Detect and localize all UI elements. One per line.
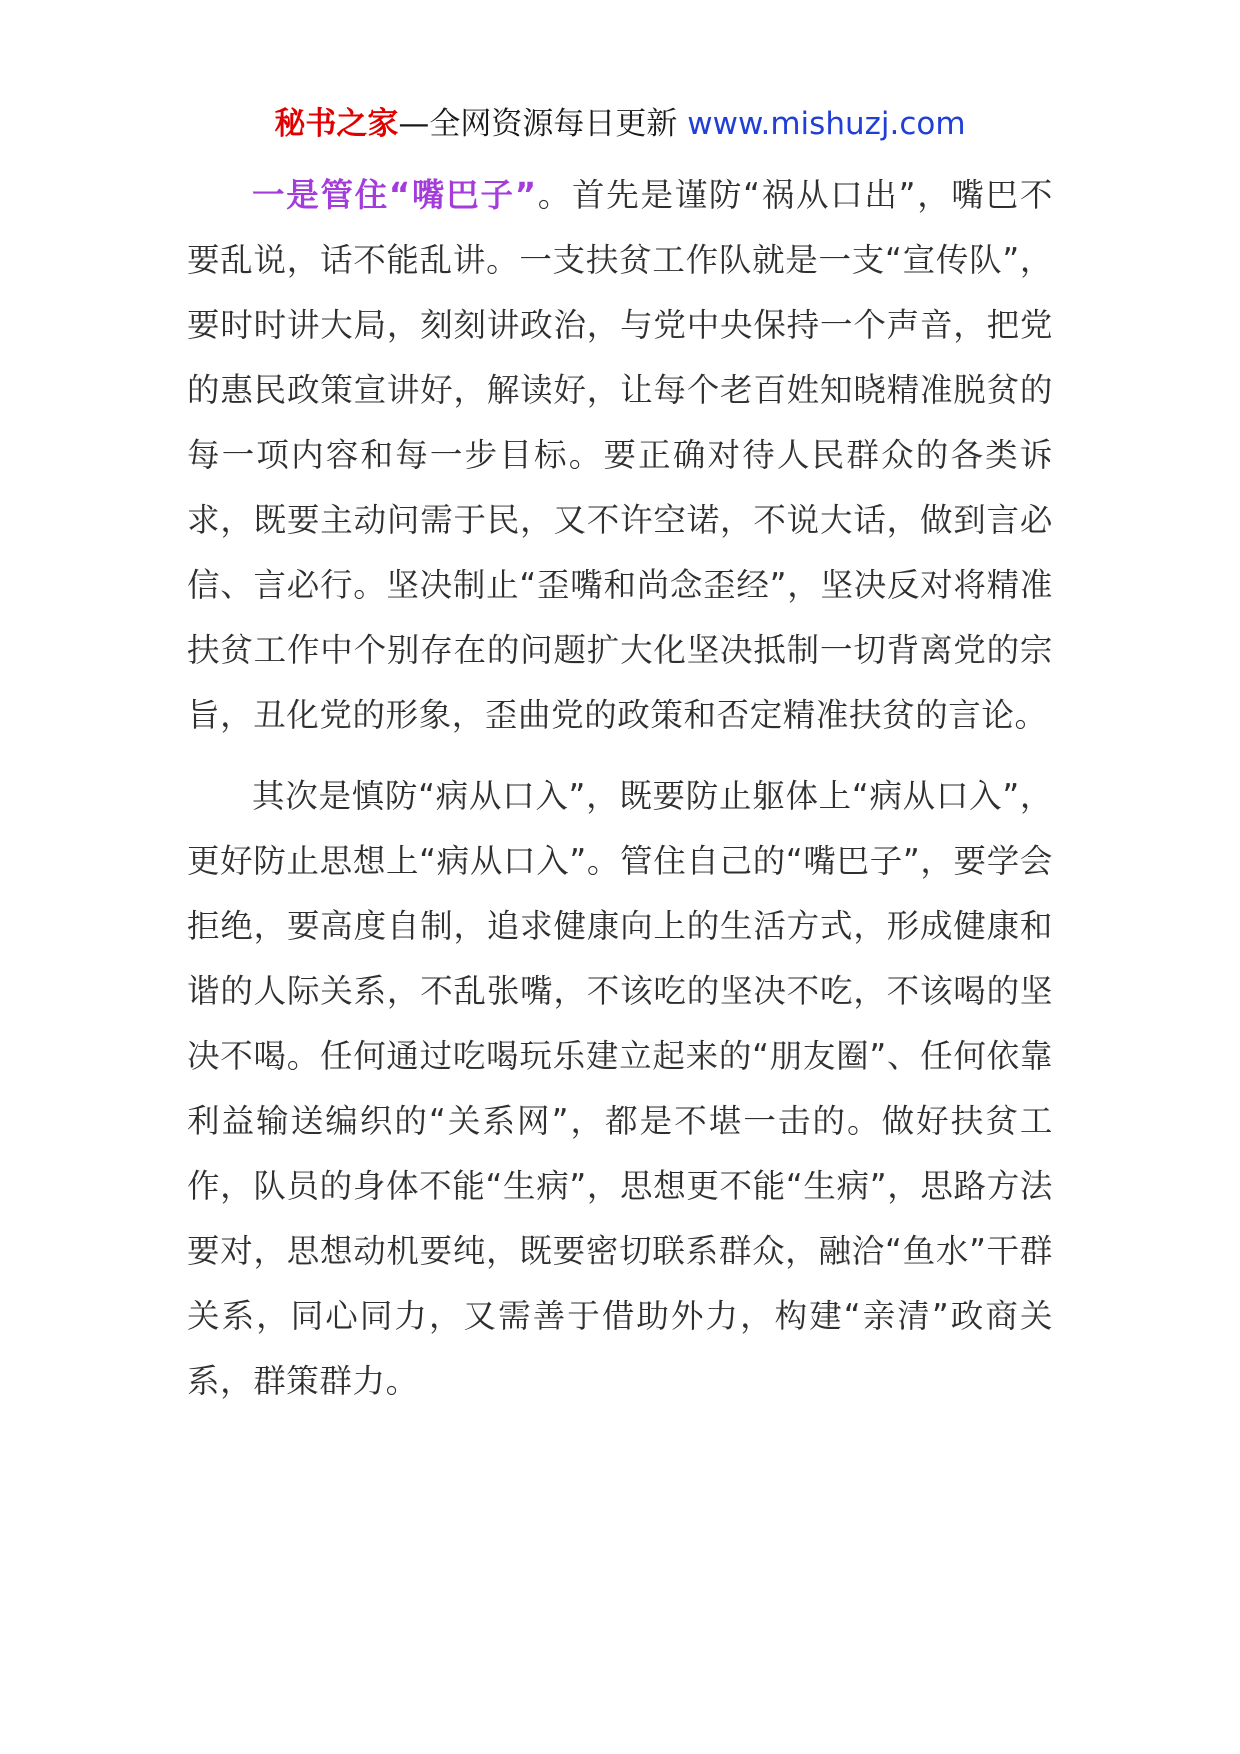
paragraph-1 — [187, 163, 1053, 748]
paragraph-2-text: 其次是慎防“病从口入”，既要防止躯体上“病从口入”，更好防止思想上“病从口入”。管住自己的“嘴巴子”，要学会拒绝，要高度自制，追求健康向上的生活方式，形成健康和谐的人际关系，不乱张嘴，不该吃的坚决不吃，不该喝的坚决不喝。任何通过吃喝玩乐建立起来的“朋友圈”、任何依靠利益输送编织的“关系网”，都是不堪一击的。做好扶贫工作，队员的身体不能“生病”，思想更不能“生病”，思路方法要对，思想动机要纯，既要密切联系群众，融洽“鱼水”干群关系，同心同力，又需善于借助外力，构建“亲清”政商关系，群策群力。 — [187, 777, 1053, 1400]
page-header — [0, 100, 1240, 148]
paragraph-1-text: 。首先是谨防“祸从口出”，嘴巴不要乱说，话不能乱讲。一支扶贫工作队就是一支“宣传队”，要时时讲大局，刻刻讲政治，与党中央保持一个声音，把党的惠民政策宣讲好，解读好，让每个老百姓知晓精准脱贫的每一项内容和每一步目标。要正确对待人民群众的各类诉求，既要主动问需于民，又不许空诺，不说大话，做到言必信、言必行。坚决制止“歪嘴和尚念歪经”，坚决反对将精准扶贫工作中个别存在的问题扩大化坚决抵制一切背离党的宗旨，丑化党的形象，歪曲党的政策和否定精准扶贫的言论。 — [187, 176, 1053, 734]
site-url-link[interactable]: www.mishuzj.com — [687, 106, 966, 142]
document-body — [187, 163, 1053, 1414]
paragraph-2 — [187, 764, 1053, 1414]
brand-name: 秘书之家 — [274, 106, 399, 142]
paragraph-1-heading: 一是管住“嘴巴子” — [252, 176, 537, 214]
header-tagline: —全网资源每日更新 — [398, 106, 678, 142]
